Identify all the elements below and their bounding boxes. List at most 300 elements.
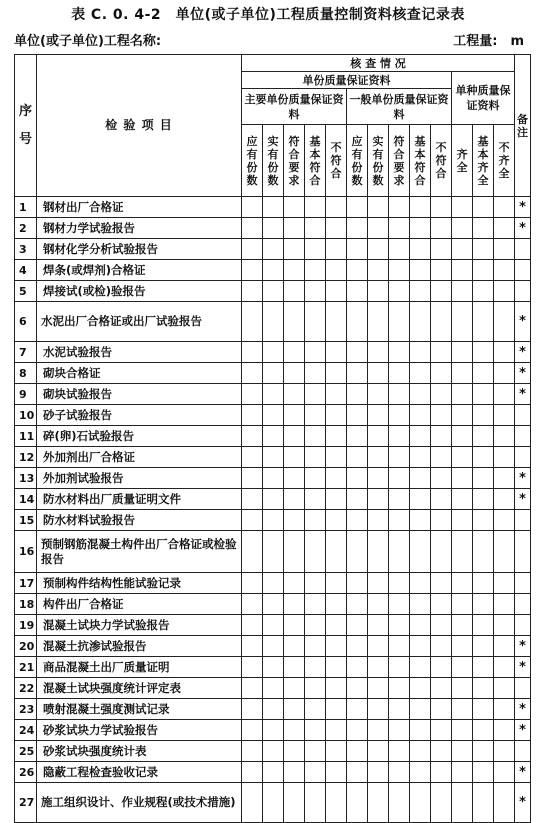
check-cell xyxy=(284,615,305,636)
check-cell xyxy=(473,260,494,281)
check-cell xyxy=(473,447,494,468)
check-cell xyxy=(410,531,431,573)
check-cell xyxy=(431,426,452,447)
check-cell xyxy=(242,281,263,302)
check-cell xyxy=(473,197,494,218)
row-number: 9 xyxy=(15,384,37,405)
check-cell xyxy=(494,615,515,636)
check-cell xyxy=(305,783,326,823)
remarks-mark: * xyxy=(515,636,531,657)
inspection-item: 焊条(或焊剂)合格证 xyxy=(37,260,242,281)
check-cell xyxy=(452,342,473,363)
check-cell xyxy=(494,426,515,447)
check-cell xyxy=(410,699,431,720)
project-name-label: 单位(或子单位)工程名称: xyxy=(14,34,162,49)
check-cell xyxy=(368,426,389,447)
check-cell xyxy=(305,510,326,531)
inspection-item: 钢材力学试验报告 xyxy=(37,218,242,239)
check-cell xyxy=(431,218,452,239)
check-cell xyxy=(431,678,452,699)
row-number: 1 xyxy=(15,197,37,218)
check-cell xyxy=(326,657,347,678)
check-cell xyxy=(494,636,515,657)
check-cell xyxy=(410,260,431,281)
check-cell xyxy=(347,218,368,239)
check-cell xyxy=(473,468,494,489)
check-cell xyxy=(284,384,305,405)
check-cell xyxy=(305,384,326,405)
check-cell xyxy=(494,363,515,384)
check-cell xyxy=(305,489,326,510)
check-cell xyxy=(368,489,389,510)
check-cell xyxy=(452,510,473,531)
check-cell xyxy=(347,594,368,615)
table-row xyxy=(15,302,531,342)
check-cell xyxy=(305,720,326,741)
inspection-item: 砂浆试块强度统计表 xyxy=(37,741,242,762)
check-cell xyxy=(473,531,494,573)
check-cell xyxy=(389,615,410,636)
check-cell xyxy=(389,720,410,741)
check-cell xyxy=(347,510,368,531)
row-number: 12 xyxy=(15,447,37,468)
row-number: 25 xyxy=(15,741,37,762)
check-cell xyxy=(242,657,263,678)
check-cell xyxy=(326,678,347,699)
check-cell xyxy=(284,531,305,573)
check-cell xyxy=(368,783,389,823)
check-cell xyxy=(494,405,515,426)
check-cell xyxy=(410,678,431,699)
check-cell xyxy=(452,363,473,384)
check-cell xyxy=(452,468,473,489)
check-cell xyxy=(263,615,284,636)
check-cell xyxy=(284,741,305,762)
check-cell xyxy=(242,218,263,239)
check-cell xyxy=(389,531,410,573)
check-cell xyxy=(473,384,494,405)
remarks-mark: * xyxy=(515,363,531,384)
check-cell xyxy=(431,699,452,720)
check-cell xyxy=(242,384,263,405)
check-cell xyxy=(305,239,326,260)
check-cell xyxy=(284,468,305,489)
check-cell xyxy=(473,678,494,699)
check-cell xyxy=(473,783,494,823)
check-cell xyxy=(263,468,284,489)
inspection-item: 预制构件结构性能试验记录 xyxy=(37,573,242,594)
row-number: 8 xyxy=(15,363,37,384)
remarks-mark: * xyxy=(515,468,531,489)
check-cell xyxy=(473,573,494,594)
check-cell xyxy=(389,447,410,468)
check-cell xyxy=(368,281,389,302)
row-number: 20 xyxy=(15,636,37,657)
check-cell xyxy=(326,239,347,260)
inspection-item: 钢材出厂合格证 xyxy=(37,197,242,218)
inspection-item: 砌块合格证 xyxy=(37,363,242,384)
check-cell xyxy=(452,636,473,657)
check-cell xyxy=(410,594,431,615)
check-cell xyxy=(431,762,452,783)
row-number: 2 xyxy=(15,218,37,239)
inspection-item: 钢材化学分析试验报告 xyxy=(37,239,242,260)
check-cell xyxy=(368,573,389,594)
check-cell xyxy=(347,384,368,405)
check-cell xyxy=(368,447,389,468)
check-cell xyxy=(368,657,389,678)
check-cell xyxy=(494,720,515,741)
check-cell xyxy=(284,342,305,363)
check-cell xyxy=(263,783,284,823)
table-row xyxy=(15,405,531,426)
check-cell xyxy=(305,636,326,657)
inspection-item: 砂浆试块力学试验报告 xyxy=(37,720,242,741)
table-row xyxy=(15,615,531,636)
check-cell xyxy=(452,531,473,573)
check-cell xyxy=(263,531,284,573)
inspection-item: 防水材料试验报告 xyxy=(37,510,242,531)
check-cell xyxy=(473,239,494,260)
check-cell xyxy=(389,363,410,384)
remarks-mark xyxy=(515,510,531,531)
check-cell xyxy=(284,699,305,720)
check-cell xyxy=(242,699,263,720)
check-cell xyxy=(389,741,410,762)
check-cell xyxy=(242,302,263,342)
check-cell xyxy=(263,302,284,342)
check-cell xyxy=(452,720,473,741)
row-number: 26 xyxy=(15,762,37,783)
inspection-item: 预制钢筋混凝土构件出厂合格证或检验报告 xyxy=(37,531,242,573)
check-cell xyxy=(263,657,284,678)
header-sub-col: 应有份数 xyxy=(347,125,368,197)
check-cell xyxy=(347,342,368,363)
row-number: 3 xyxy=(15,239,37,260)
table-row xyxy=(15,447,531,468)
check-cell xyxy=(242,468,263,489)
check-cell xyxy=(242,531,263,573)
check-cell xyxy=(326,720,347,741)
check-cell xyxy=(347,405,368,426)
check-cell xyxy=(326,510,347,531)
check-cell xyxy=(494,239,515,260)
check-cell xyxy=(263,489,284,510)
check-cell xyxy=(305,281,326,302)
check-cell xyxy=(452,197,473,218)
inspection-item: 外加剂出厂合格证 xyxy=(37,447,242,468)
check-cell xyxy=(389,573,410,594)
check-cell xyxy=(452,405,473,426)
check-cell xyxy=(326,426,347,447)
check-cell xyxy=(263,342,284,363)
row-number: 11 xyxy=(15,426,37,447)
check-cell xyxy=(347,260,368,281)
check-cell xyxy=(452,384,473,405)
check-cell xyxy=(410,573,431,594)
check-cell xyxy=(473,657,494,678)
header-seq: 序号 xyxy=(15,55,37,197)
check-cell xyxy=(473,741,494,762)
check-cell xyxy=(431,615,452,636)
check-cell xyxy=(347,426,368,447)
check-cell xyxy=(284,657,305,678)
check-cell xyxy=(410,636,431,657)
check-cell xyxy=(368,741,389,762)
row-number: 23 xyxy=(15,699,37,720)
check-cell xyxy=(410,720,431,741)
check-cell xyxy=(431,405,452,426)
inspection-item: 混凝土抗渗试验报告 xyxy=(37,636,242,657)
check-cell xyxy=(452,699,473,720)
inspection-item: 施工组织设计、作业规程(或技术措施) xyxy=(37,783,242,823)
check-cell xyxy=(452,762,473,783)
row-number: 16 xyxy=(15,531,37,573)
check-cell xyxy=(494,531,515,573)
check-cell xyxy=(242,615,263,636)
check-cell xyxy=(284,260,305,281)
remarks-mark xyxy=(515,678,531,699)
remarks-mark xyxy=(515,281,531,302)
check-cell xyxy=(326,384,347,405)
check-cell xyxy=(326,281,347,302)
check-cell xyxy=(452,239,473,260)
check-cell xyxy=(284,426,305,447)
header-sub-col: 基本符合 xyxy=(305,125,326,197)
check-cell xyxy=(263,741,284,762)
row-number: 15 xyxy=(15,510,37,531)
check-cell xyxy=(305,468,326,489)
check-cell xyxy=(389,468,410,489)
check-cell xyxy=(389,510,410,531)
header-sub-col: 符合要求 xyxy=(284,125,305,197)
header-item: 检 验 项 目 xyxy=(37,55,242,197)
check-cell xyxy=(326,197,347,218)
check-cell xyxy=(431,720,452,741)
inspection-item: 隐蔽工程检查验收记录 xyxy=(37,762,242,783)
check-cell xyxy=(431,531,452,573)
inspection-item: 水泥试验报告 xyxy=(37,342,242,363)
header-single: 单份质量保证资料 xyxy=(242,72,452,89)
check-cell xyxy=(326,762,347,783)
check-cell xyxy=(242,342,263,363)
check-cell xyxy=(410,489,431,510)
check-cell xyxy=(263,405,284,426)
check-cell xyxy=(242,510,263,531)
check-cell xyxy=(326,615,347,636)
form-header-line xyxy=(14,30,524,48)
check-cell xyxy=(347,720,368,741)
check-cell xyxy=(431,573,452,594)
header-check: 核 查 情 况 xyxy=(242,55,515,72)
check-cell xyxy=(494,468,515,489)
check-cell xyxy=(368,239,389,260)
check-cell xyxy=(305,363,326,384)
check-cell xyxy=(242,405,263,426)
check-cell xyxy=(347,302,368,342)
check-cell xyxy=(410,783,431,823)
check-cell xyxy=(410,447,431,468)
check-cell xyxy=(368,342,389,363)
check-cell xyxy=(410,363,431,384)
check-cell xyxy=(473,405,494,426)
check-cell xyxy=(368,678,389,699)
row-number: 14 xyxy=(15,489,37,510)
check-cell xyxy=(452,281,473,302)
check-cell xyxy=(326,447,347,468)
check-cell xyxy=(389,657,410,678)
check-cell xyxy=(494,384,515,405)
row-number: 7 xyxy=(15,342,37,363)
check-cell xyxy=(389,218,410,239)
check-cell xyxy=(347,447,368,468)
check-cell xyxy=(263,426,284,447)
remarks-mark xyxy=(515,573,531,594)
header-sub-col: 符合要求 xyxy=(389,125,410,197)
check-cell xyxy=(284,678,305,699)
check-cell xyxy=(305,699,326,720)
check-cell xyxy=(452,657,473,678)
check-cell xyxy=(494,342,515,363)
row-number: 27 xyxy=(15,783,37,823)
table-row xyxy=(15,260,531,281)
check-cell xyxy=(242,720,263,741)
check-cell xyxy=(242,426,263,447)
check-cell xyxy=(347,678,368,699)
check-cell xyxy=(431,260,452,281)
check-cell xyxy=(242,783,263,823)
header-sub-col: 基本符合 xyxy=(410,125,431,197)
check-cell xyxy=(263,239,284,260)
check-cell xyxy=(326,573,347,594)
check-cell xyxy=(347,741,368,762)
check-cell xyxy=(305,218,326,239)
table-row xyxy=(15,197,531,218)
table-row xyxy=(15,762,531,783)
check-cell xyxy=(347,531,368,573)
remarks-mark: * xyxy=(515,699,531,720)
check-cell xyxy=(473,720,494,741)
check-cell xyxy=(263,678,284,699)
check-cell xyxy=(431,197,452,218)
check-cell xyxy=(389,384,410,405)
check-cell xyxy=(284,573,305,594)
check-cell xyxy=(431,636,452,657)
check-cell xyxy=(431,657,452,678)
check-cell xyxy=(494,678,515,699)
check-cell xyxy=(452,594,473,615)
check-cell xyxy=(284,239,305,260)
check-cell xyxy=(473,302,494,342)
table-row xyxy=(15,384,531,405)
check-cell xyxy=(242,573,263,594)
remarks-mark: * xyxy=(515,720,531,741)
check-cell xyxy=(305,615,326,636)
header-remarks: 备注 xyxy=(515,55,531,197)
check-cell xyxy=(494,302,515,342)
check-cell xyxy=(431,594,452,615)
check-cell xyxy=(284,594,305,615)
check-cell xyxy=(410,384,431,405)
check-cell xyxy=(347,657,368,678)
check-cell xyxy=(263,573,284,594)
check-cell xyxy=(305,531,326,573)
table-row xyxy=(15,281,531,302)
table-row xyxy=(15,636,531,657)
check-cell xyxy=(263,384,284,405)
check-cell xyxy=(284,218,305,239)
check-cell xyxy=(389,594,410,615)
check-cell xyxy=(326,699,347,720)
inspection-item: 焊接试(或检)验报告 xyxy=(37,281,242,302)
check-cell xyxy=(242,197,263,218)
check-cell xyxy=(410,510,431,531)
check-cell xyxy=(284,510,305,531)
row-number: 21 xyxy=(15,657,37,678)
check-cell xyxy=(284,762,305,783)
check-cell xyxy=(305,573,326,594)
check-cell xyxy=(305,426,326,447)
check-cell xyxy=(284,489,305,510)
check-cell xyxy=(431,510,452,531)
row-number: 24 xyxy=(15,720,37,741)
remarks-mark: * xyxy=(515,762,531,783)
check-cell xyxy=(389,783,410,823)
remarks-mark xyxy=(515,741,531,762)
header-kind: 单种质量保证资料 xyxy=(452,72,515,125)
check-cell xyxy=(410,218,431,239)
check-cell xyxy=(431,741,452,762)
inspection-item: 砂子试验报告 xyxy=(37,405,242,426)
table-row xyxy=(15,426,531,447)
check-cell xyxy=(494,699,515,720)
check-cell xyxy=(494,197,515,218)
check-cell xyxy=(494,762,515,783)
check-cell xyxy=(305,342,326,363)
check-cell xyxy=(389,636,410,657)
inspection-item: 防水材料出厂质量证明文件 xyxy=(37,489,242,510)
check-cell xyxy=(347,783,368,823)
header-sub-col: 实有份数 xyxy=(263,125,284,197)
quality-control-record-table xyxy=(14,54,531,823)
check-cell xyxy=(242,741,263,762)
check-cell xyxy=(452,260,473,281)
check-cell xyxy=(410,239,431,260)
check-cell xyxy=(389,426,410,447)
check-cell xyxy=(494,510,515,531)
check-cell xyxy=(263,218,284,239)
remarks-mark: * xyxy=(515,384,531,405)
check-cell xyxy=(368,405,389,426)
check-cell xyxy=(263,510,284,531)
check-cell xyxy=(284,302,305,342)
check-cell xyxy=(347,573,368,594)
header-sub-col: 实有份数 xyxy=(368,125,389,197)
check-cell xyxy=(326,594,347,615)
check-cell xyxy=(263,594,284,615)
row-number: 13 xyxy=(15,468,37,489)
check-cell xyxy=(389,260,410,281)
check-cell xyxy=(284,783,305,823)
table-row xyxy=(15,468,531,489)
remarks-mark xyxy=(515,405,531,426)
check-cell xyxy=(347,636,368,657)
remarks-mark xyxy=(515,426,531,447)
check-cell xyxy=(452,218,473,239)
check-cell xyxy=(389,678,410,699)
check-cell xyxy=(242,594,263,615)
remarks-mark: * xyxy=(515,657,531,678)
